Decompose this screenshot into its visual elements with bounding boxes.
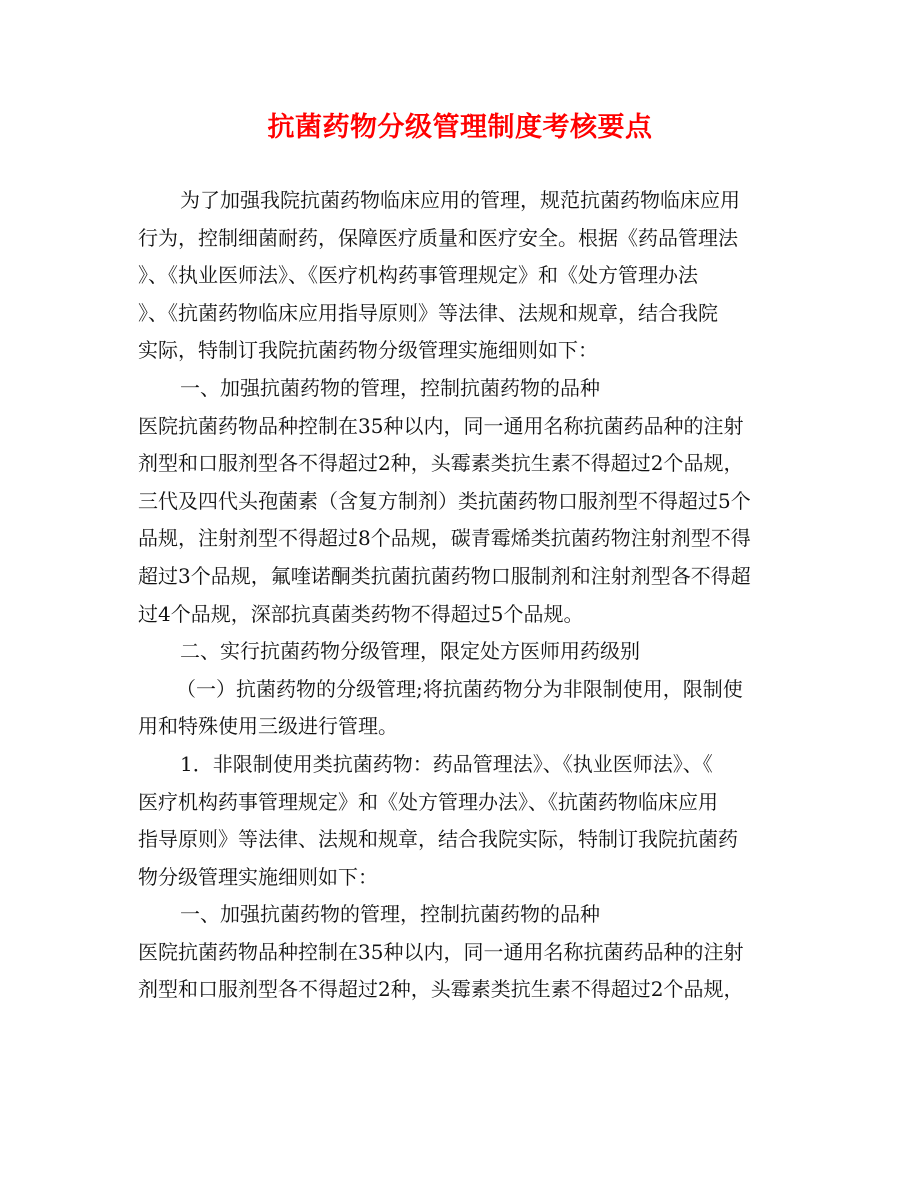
paragraph-line: 医疗机构药事管理规定》和《处方管理办法》、《抗菌药物临床应用: [138, 789, 718, 814]
paragraph-line: 品规，注射剂型不得超过8个品规，碳青霉烯类抗菌药物注射剂型不得: [138, 526, 751, 551]
paragraph-line: 实际，特制订我院抗菌药物分级管理实施细则如下：: [138, 338, 598, 363]
paragraph-line: 行为，控制细菌耐药，保障医疗质量和医疗安全。根据《药品管理法: [138, 225, 738, 250]
paragraph-line: 剂型和口服剂型各不得超过2种，头霉素类抗生素不得超过2个品规，: [138, 977, 744, 1002]
paragraph-line: 指导原则》等法律、法规和规章，结合我院实际，特制订我院抗菌药: [138, 827, 738, 852]
document-title: 抗菌药物分级管理制度考核要点: [267, 112, 653, 143]
paragraph-line: 三代及四代头孢菌素（含复方制剂）类抗菌药物口服剂型不得超过5个: [138, 488, 751, 513]
paragraph-line: 医院抗菌药物品种控制在35种以内，同一通用名称抗菌药品种的注射: [138, 939, 744, 964]
section-heading: 二、实行抗菌药物分级管理，限定处方医师用药级别: [180, 639, 640, 664]
paragraph-line: 超过3个品规，氟喹诺酮类抗菌抗菌药物口服制剂和注射剂型各不得超: [138, 563, 751, 588]
paragraph-line: 剂型和口服剂型各不得超过2种，头霉素类抗生素不得超过2个品规，: [138, 451, 744, 476]
paragraph-line: （一）抗菌药物的分级管理;将抗菌药物分为非限制使用，限制使: [176, 676, 743, 701]
paragraph-line: 物分级管理实施细则如下：: [138, 864, 378, 889]
paragraph-line: 1．非限制使用类抗菌药物：药品管理法》、《执业医师法》、《: [180, 751, 713, 776]
paragraph-line: 为了加强我院抗菌药物临床应用的管理，规范抗菌药物临床应用: [180, 188, 740, 212]
paragraph-line: 用和特殊使用三级进行管理。: [138, 714, 398, 739]
paragraph-line: 医院抗菌药物品种控制在35种以内，同一通用名称抗菌药品种的注射: [138, 413, 744, 438]
paragraph-line: 》、《执业医师法》、《医疗机构药事管理规定》和《处方管理办法: [138, 263, 698, 288]
document-body: [138, 182, 788, 1009]
section-heading: 一、加强抗菌药物的管理，控制抗菌药物的品种: [180, 375, 600, 400]
paragraph-line: 》、《抗菌药物临床应用指导原则》等法律、法规和规章，结合我院: [138, 300, 718, 325]
paragraph-line: 过4个品规，深部抗真菌类药物不得超过5个品规。: [138, 601, 584, 626]
section-heading: 一、加强抗菌药物的管理，控制抗菌药物的品种: [180, 902, 600, 927]
